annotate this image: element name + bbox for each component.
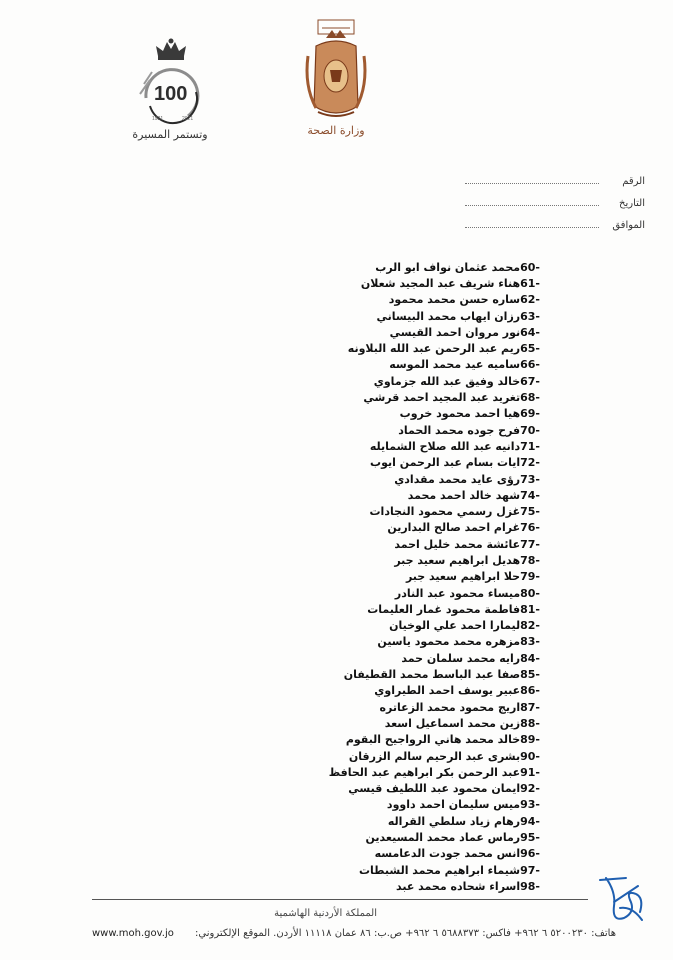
- list-item: [340, 471, 540, 487]
- person-name: ساره حسن محمد محمود: [388, 293, 521, 307]
- person-name: غرام احمد صالح البدارين: [387, 521, 521, 535]
- item-number: 91-: [520, 765, 540, 779]
- list-item: [340, 308, 540, 324]
- names-list: [328, 259, 540, 895]
- person-name: عبد الرحمن بكر ابراهيم عبد الحافظ: [328, 765, 521, 779]
- reference-fields: [465, 165, 645, 231]
- item-number: 60-: [520, 260, 540, 274]
- item-number: 83-: [520, 635, 540, 649]
- item-number: 71-: [520, 439, 540, 453]
- person-name: هيا احمد محمود خروب: [399, 407, 521, 421]
- person-name: حلا ابراهيم سعيد جبر: [405, 570, 521, 584]
- list-item: [340, 781, 540, 797]
- item-number: 96-: [520, 847, 540, 861]
- item-number: 72-: [520, 456, 540, 470]
- footer-kingdom: المملكة الأردنية الهاشمية: [274, 908, 377, 919]
- list-item: [340, 878, 540, 894]
- list-item: [340, 259, 540, 275]
- person-name: اسراء شحاده محمد عبد: [395, 879, 521, 893]
- item-number: 84-: [520, 651, 540, 665]
- item-number: 77-: [520, 537, 540, 551]
- list-item: [340, 487, 540, 503]
- crown-100-emblem-icon: [126, 36, 216, 136]
- ref-number-line: [465, 173, 599, 184]
- list-item: [340, 683, 540, 699]
- person-name: رماس عماد محمد المسيعدين: [365, 831, 521, 845]
- item-number: 70-: [520, 423, 540, 437]
- person-name: تغريد عبد المجيد احمد قرشي: [363, 391, 521, 405]
- item-number: 90-: [520, 749, 540, 763]
- person-name: زين محمد اسماعيل اسعد: [384, 716, 521, 730]
- person-name: ريم عبد الرحمن عبد الله البلاونه: [347, 342, 521, 356]
- list-item: [340, 846, 540, 862]
- ref-number-row: [465, 165, 645, 187]
- list-item: [340, 373, 540, 389]
- item-number: 68-: [520, 391, 540, 405]
- list-item: [340, 422, 540, 438]
- footer-contact: هاتف: ٥٢٠٠٢٣٠ ٦ ٩٦٢+ فاكس: ٥٦٨٨٣٧٣ ٦ ٩٦٢+ ص.ب: ٨٦ عمان ١١١١٨ الأردن. الموقع الإلكتروني:: [195, 928, 616, 939]
- person-name: ايات بسام عبد الرحمن ايوب: [370, 456, 521, 470]
- svg-text:2021: 2021: [182, 116, 194, 122]
- person-name: فرح جوده محمد الحماد: [398, 423, 521, 437]
- person-name: غزل رسمي محمود النجادات: [369, 505, 521, 519]
- item-number: 89-: [520, 733, 540, 747]
- ref-corresponding-label: الموافق: [612, 220, 645, 231]
- item-number: 64-: [520, 325, 540, 339]
- person-name: ساميه عيد محمد الموسه: [389, 358, 521, 372]
- item-number: 88-: [520, 716, 540, 730]
- list-item: [340, 715, 540, 731]
- item-number: 66-: [520, 358, 540, 372]
- person-name: هديل ابراهيم سعيد جبر: [394, 553, 521, 567]
- list-item: [340, 438, 540, 454]
- person-name: رايه محمد سلمان حمد: [401, 651, 521, 665]
- person-name: مزهره محمد محمود ياسين: [377, 635, 521, 649]
- ref-date-label: التاريخ: [619, 198, 645, 209]
- person-name: اريج محمود محمد الزعاتره: [379, 700, 521, 714]
- person-name: محمد عثمان نواف ابو الرب: [375, 260, 521, 274]
- person-name: خالد وفيق عبد الله جزماوي: [373, 374, 521, 388]
- item-number: 93-: [520, 798, 540, 812]
- list-item: [340, 813, 540, 829]
- centennial-number: 100: [154, 83, 188, 105]
- list-item: [340, 357, 540, 373]
- person-name: رزان ايهاب محمد البيساني: [376, 309, 521, 323]
- item-number: 79-: [520, 570, 540, 584]
- item-number: 92-: [520, 782, 540, 796]
- list-item: [340, 666, 540, 682]
- person-name: شهد خالد احمد محمد: [407, 488, 521, 502]
- item-number: 94-: [520, 814, 540, 828]
- ref-corresponding-row: [465, 209, 645, 231]
- list-item: [340, 340, 540, 356]
- list-item: [340, 389, 540, 405]
- item-number: 97-: [520, 863, 540, 877]
- person-name: ميس سليمان احمد داوود: [386, 798, 521, 812]
- ref-number-label: الرقم: [622, 176, 645, 187]
- list-item: [340, 601, 540, 617]
- ministry-name: وزارة الصحة: [307, 124, 365, 137]
- person-name: ايمان محمود عبد اللطيف قيسي: [348, 782, 521, 796]
- ref-date-row: [465, 187, 645, 209]
- item-number: 81-: [520, 602, 540, 616]
- list-item: [340, 552, 540, 568]
- list-item: [340, 585, 540, 601]
- list-item: [340, 455, 540, 471]
- list-item: [340, 324, 540, 340]
- item-number: 63-: [520, 309, 540, 323]
- list-item: [340, 406, 540, 422]
- list-item: [340, 797, 540, 813]
- item-number: 74-: [520, 488, 540, 502]
- list-item: [328, 764, 540, 780]
- list-item: [340, 618, 540, 634]
- person-name: انس محمد جودت الدعامسه: [374, 847, 521, 861]
- footer-website: www.moh.gov.jo: [92, 928, 174, 939]
- list-item: [340, 536, 540, 552]
- person-name: دانيه عبد الله صلاح الشمايله: [369, 439, 521, 453]
- person-name: فاطمة محمود غمار العليمات: [367, 602, 521, 616]
- item-number: 82-: [520, 619, 540, 633]
- item-number: 78-: [520, 553, 540, 567]
- person-name: هناء شريف عبد المجيد شعلان: [360, 276, 521, 290]
- person-name: عائشة محمد خليل احمد: [394, 537, 521, 551]
- item-number: 62-: [520, 293, 540, 307]
- list-item: [340, 520, 540, 536]
- ref-date-line: [465, 195, 599, 206]
- item-number: 86-: [520, 684, 540, 698]
- person-name: ميساء محمود عبد النادر: [394, 586, 521, 600]
- person-name: رهام زياد سلطي القراله: [387, 814, 521, 828]
- item-number: 65-: [520, 342, 540, 356]
- person-name: ليمارا احمد علي الوخيان: [389, 619, 521, 633]
- person-name: عبير يوسف احمد الطيراوي: [374, 684, 521, 698]
- item-number: 67-: [520, 374, 540, 388]
- centennial-tagline: وتستمر المسيرة: [132, 128, 208, 141]
- item-number: 98-: [520, 879, 540, 893]
- person-name: صفا عبد الباسط محمد القطيفان: [343, 668, 521, 682]
- person-name: نور مروان احمد القيسي: [389, 325, 521, 339]
- item-number: 95-: [520, 831, 540, 845]
- item-number: 69-: [520, 407, 540, 421]
- item-number: 85-: [520, 668, 540, 682]
- ref-corresponding-line: [465, 217, 599, 228]
- coat-of-arms-icon: [296, 16, 376, 126]
- list-item: [340, 732, 540, 748]
- list-item: [340, 275, 540, 291]
- list-item: [340, 748, 540, 764]
- list-item: [340, 650, 540, 666]
- person-name: بشرى عبد الرحيم سالم الزرقان: [348, 749, 521, 763]
- list-item: [340, 569, 540, 585]
- person-name: رؤى عايد محمد مقدادي: [394, 472, 521, 486]
- list-item: [340, 699, 540, 715]
- list-item: [340, 292, 540, 308]
- item-number: 73-: [520, 472, 540, 486]
- footer-divider: [92, 899, 588, 900]
- list-item: [340, 503, 540, 519]
- item-number: 76-: [520, 521, 540, 535]
- list-item: [340, 634, 540, 650]
- svg-text:1921: 1921: [152, 116, 164, 122]
- item-number: 61-: [520, 276, 540, 290]
- item-number: 80-: [520, 586, 540, 600]
- person-name: خالد محمد هاني الرواجيح البقوم: [345, 733, 521, 747]
- list-item: [340, 829, 540, 845]
- item-number: 75-: [520, 505, 540, 519]
- list-item: [340, 862, 540, 878]
- signature-scribble-icon: [596, 872, 650, 928]
- item-number: 87-: [520, 700, 540, 714]
- person-name: شيماء ابراهيم محمد الشبطات: [358, 863, 521, 877]
- signature: [596, 872, 650, 928]
